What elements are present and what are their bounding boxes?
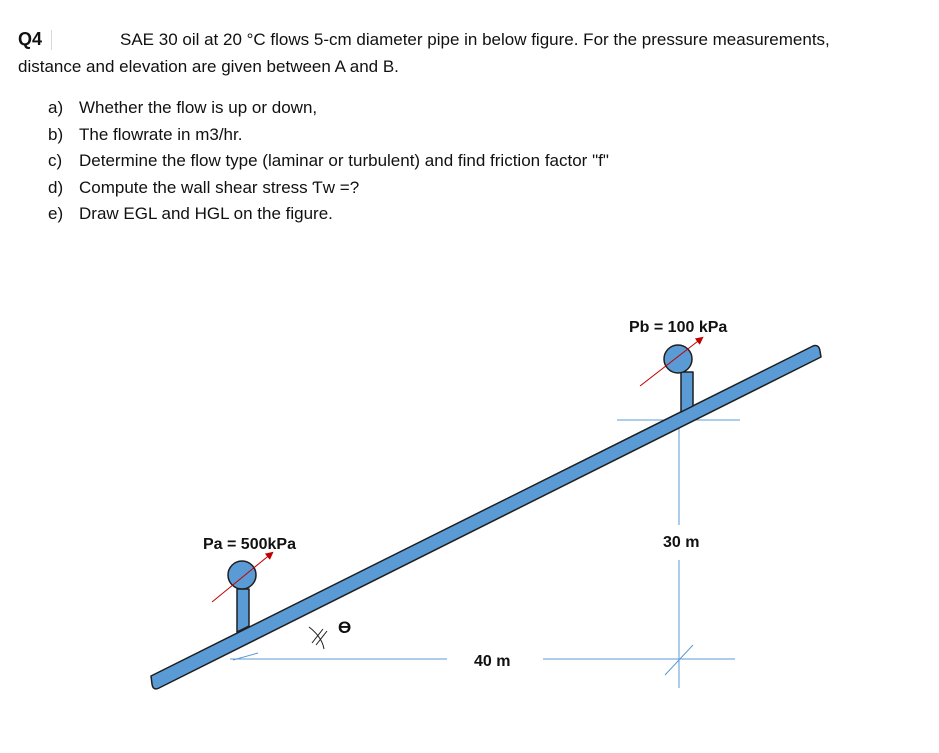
tap-stem-a <box>237 589 249 632</box>
question-number: Q4 <box>18 29 43 49</box>
question-intro-line-1: SAE 30 oil at 20 °C flows 5-cm diameter pipe in below figure. For the pressure measurements, <box>120 30 830 49</box>
horizontal-distance-label: 40 m <box>474 653 511 670</box>
elevation-label: 30 m <box>663 534 700 551</box>
gauge-a-icon <box>228 561 256 589</box>
task-text: Draw EGL and HGL on the figure. <box>79 204 333 223</box>
task-text: Whether the flow is up or down, <box>79 98 318 117</box>
pressure-b-label: Pb = 100 kPa <box>629 319 728 336</box>
pressure-tap-b <box>640 338 702 412</box>
angle-label: ϴ <box>338 618 352 637</box>
inclined-pipe <box>151 346 821 689</box>
task-marker: d) <box>48 177 64 197</box>
task-marker: c) <box>48 151 63 170</box>
task-text: The flowrate in m3/hr. <box>79 124 243 144</box>
question-intro-line-2: distance and elevation are given between A and B. <box>18 57 399 76</box>
task-marker: e) <box>48 204 64 223</box>
angle-mark <box>309 627 327 649</box>
dimension-lines <box>230 420 740 688</box>
task-text: Compute the wall shear stress Ƭw =? <box>79 177 360 197</box>
task-marker: a) <box>48 98 64 117</box>
angle-hatch-2 <box>316 631 327 645</box>
tap-stem-b <box>681 372 693 412</box>
pressure-a-label: Pa = 500kPa <box>203 536 296 553</box>
task-marker: b) <box>48 124 64 144</box>
task-text: Determine the flow type (laminar or turbulent) and find friction factor "f" <box>79 151 609 170</box>
